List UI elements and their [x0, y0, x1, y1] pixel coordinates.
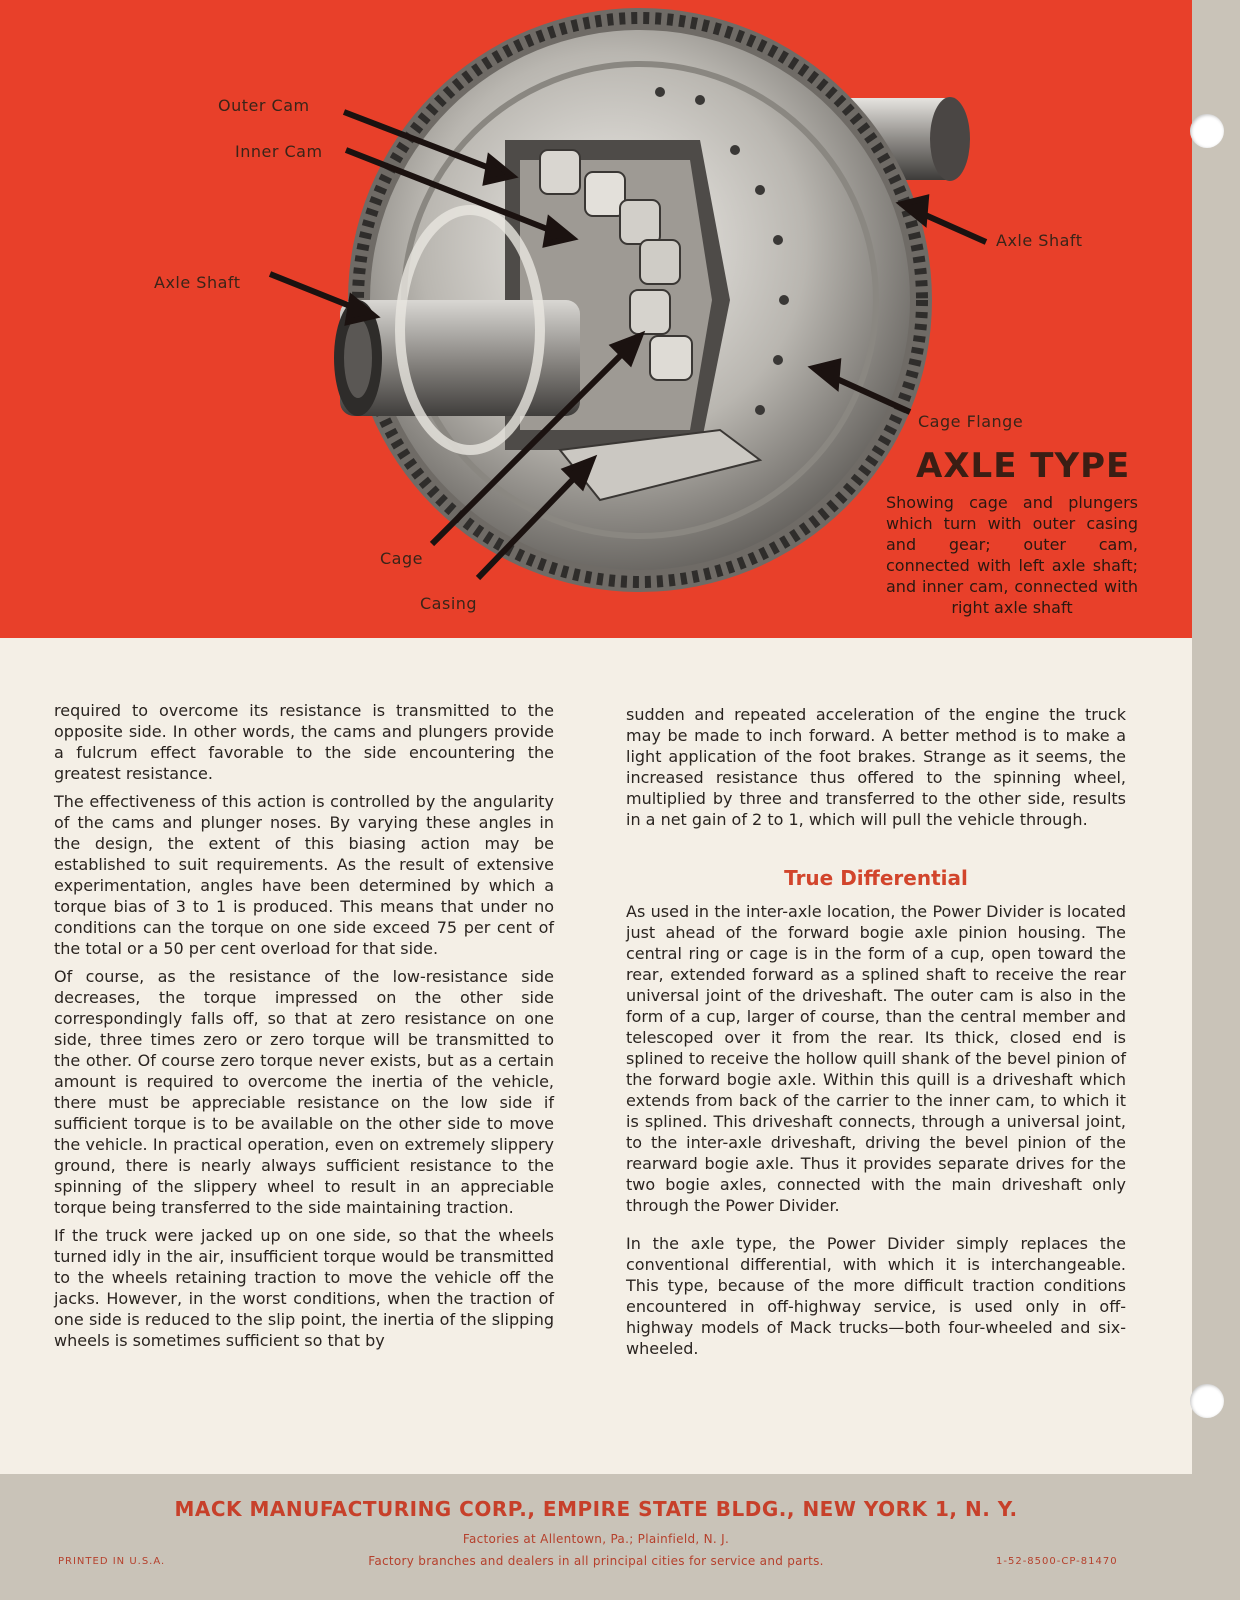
footer-band [0, 1474, 1192, 1600]
footer-factories: Factories at Allentown, Pa.; Plainfield, N. J. [462, 1532, 730, 1546]
footer-company-address: MACK MANUFACTURING CORP., EMPIRE STATE BLDG., NEW YORK 1, N. Y. [174, 1497, 1018, 1521]
right-intro-paragraph: sudden and repeated acceleration of the engine the truck may be made to inch forward. A better method is to make a light application of the foot brakes. Strange as it seems, the increased resistance thus offered to the spinning wheel, multiplied by three and transferred to the other side, results in a net gain of 2 to 1, which will pull the vehicle through. [626, 705, 1126, 829]
footer-printed-in-usa: PRINTED IN U.S.A. [58, 1556, 166, 1567]
callout-casing: Casing [420, 594, 478, 613]
axle-type-caption: Showing cage and plungers which turn with outer casing and gear; outer cam, connected with left axle shaft; and inner cam, connected with right axle shaft [886, 493, 1138, 617]
left-paragraph-2: The effectiveness of this action is controlled by the angularity of the cams and plunger noses. By varying these angles in the design, the extent of this biasing action may be established to suit requirements. As the result of extensive experimentation, angles have been determined by which a torque bias of 3 to 1 is produced. This means that under no conditions can the torque on one side exceed 75 per cent of the total or a 50 per cent overload for that side. [54, 792, 554, 958]
left-paragraph-1: required to overcome its resistance is transmitted to the opposite side. In other words, the cams and plungers provide a fulcrum effect favorable to the side encountering the greatest resistance. [54, 701, 554, 783]
left-paragraph-4: If the truck were jacked up on one side, so that the wheels turned idly in the air, insufficient torque would be transmitted to the wheels retaining traction to move the vehicle off the jacks. However, in the worst conditions, when the traction of one side is reduced to the slip point, the inertia of the slipping wheels is sometimes sufficient so that by [54, 1226, 554, 1350]
punch-hole-top [1190, 114, 1224, 148]
right-text-column [626, 704, 1126, 1366]
axle-type-title: AXLE TYPE [916, 446, 1131, 486]
callout-axle-shaft-left: Axle Shaft [154, 273, 241, 292]
punch-hole-bottom [1190, 1384, 1224, 1418]
callout-cage-flange: Cage Flange [918, 412, 1024, 431]
callout-outer-cam: Outer Cam [218, 96, 310, 115]
right-paragraph-1: As used in the inter-axle location, the Power Divider is located just ahead of the forward bogie axle pinion housing. The central ring or cage is in the form of a cup, open toward the rear, extended forward as a splined shaft to receive the rear universal joint of the driveshaft. The outer cam is also in the form of a cup, larger of course, than the central member and telescoped over it from the rear. Its thick, closed end is splined to receive the hollow quill shank of the bevel pinion of the forward bogie axle. Within this quill is a driveshaft which extends from back of the carrier to the inner cam, to which it is splined. This driveshaft connects, through a universal joint, to the inter-axle driveshaft, driving the bevel pinion of the rearward bogie axle. Thus it provides separate drives for the two bogie axles, connected with the main driveshaft only through the Power Divider. [626, 902, 1126, 1215]
footer-branches: Factory branches and dealers in all principal cities for service and parts. [368, 1554, 824, 1568]
callout-cage: Cage [380, 549, 423, 568]
section-heading-true-differential: True Differential [784, 866, 968, 890]
callout-axle-shaft-right: Axle Shaft [996, 231, 1083, 250]
axle-type-illustration-panel [0, 0, 1192, 638]
left-paragraph-3: Of course, as the resistance of the low-resistance side decreases, the torque impressed on the other side correspondingly falls off, so that at zero resistance on one side, three times zero or zero torque will be transmitted to the other. Of course zero torque never exists, but as a certain amount is required to overcome the inertia of the vehicle, there must be appreciable resistance on the low side if sufficient torque is to be available on the other side to move the vehicle. In practical operation, even on extremely slippery ground, there is nearly always sufficient resistance to the spinning of the slippery wheel to result in an appreciable torque being transferred to the side maintaining traction. [54, 967, 554, 1217]
left-text-column [54, 700, 554, 1358]
callout-inner-cam: Inner Cam [235, 142, 323, 161]
footer-document-code: 1-52-8500-CP-81470 [996, 1556, 1118, 1567]
right-paragraph-2: In the axle type, the Power Divider simply replaces the conventional differential, with which it is interchangeable. This type, because of the more difficult traction conditions encountered in off-highway service, is used only in off-highway models of Mack trucks—both four-wheeled and six-wheeled. [626, 1234, 1126, 1358]
